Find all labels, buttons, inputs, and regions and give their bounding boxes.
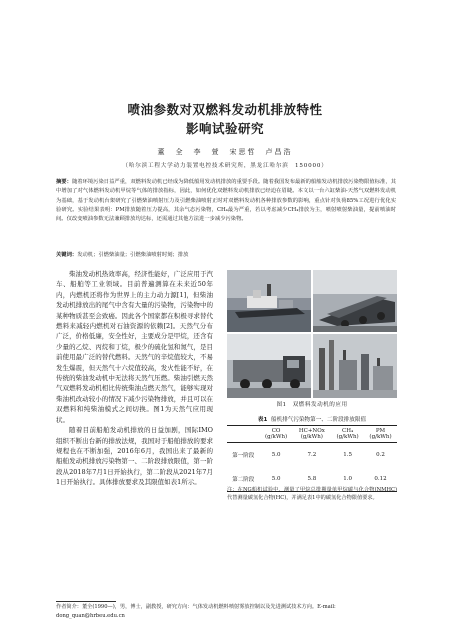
table-cell: 1.0	[331, 467, 364, 492]
keywords-text: 发动机；引燃柴油量；引燃柴油喷射时刻；排放	[77, 252, 189, 258]
table-cell: 5.0	[260, 467, 293, 492]
table-cell: 1.5	[343, 452, 352, 458]
ship-photo	[227, 270, 311, 332]
table-header-pm: PM	[364, 426, 397, 435]
power-plant-photo	[313, 334, 397, 398]
affiliation: （哈尔滨工程大学动力装置电控技术研究所，黑龙江哈尔滨 150000）	[122, 163, 328, 169]
table-cell: 7.2	[307, 452, 317, 458]
table-cell: 5.8	[293, 467, 332, 492]
authors: 董 全 李 萱 宋思哲 卢昌浩	[157, 148, 293, 156]
table-cell: 0.12	[364, 467, 397, 492]
emission-limits-table	[227, 425, 397, 492]
locomotive-photo	[313, 270, 397, 332]
table-unit-pm: (g/kWh)	[364, 434, 397, 443]
table-header-co: CO	[260, 426, 293, 435]
table-note: 注：在NG船机试验中，测量了甲烷总排期量单甲烷碳与化合物(NMHC)代替测量碳氢化合物(HC)，并满足表1中的碳氢化合物限值要求。	[227, 487, 397, 502]
table-header-hc-nox: HC+NOx	[293, 426, 332, 435]
abstract-label: 摘要：	[56, 179, 72, 185]
table-unit-co: (g/kWh)	[260, 434, 293, 443]
author-footnote: 作者简介：董全(1990—)，男，博士，副教授，研究方向：气体发动机燃料喷射雾放控制以及先进测试技术方向。E-mail: dong_quan@hrbeu.edu.cn	[56, 604, 336, 619]
table-header-ch4: CH₄	[331, 426, 364, 435]
abstract-text: 随着环境污染日益严重，双燃料发动机已经成为降低船用发动机排放的重要手段。随着我国发布最新的船舶发动机排放污染物限值标准，其中增加了对气体燃料发动机甲烷等气体的排放指标，因此，如何优化双燃料发动机排放已经迫在眉睫。本文以一台六缸柴油-天然气双燃料发动机为基础，基于发动机台架研究了引燃柴油喷射压力及引燃柴油喷射正时对双燃料发动机各种排放参数的影响，重点针对负荷85%工况进行优化实验研究。实验结果表明：PM排放随着压力提高，其余气态污染物，CH₄最为严重，若以考虑减少CH₄排放为主，喷射喷射柴油量，提前喷油时间。仅改变喷油参数无法兼顾排放均达标，还需通过其他方法进一步减少污染物。	[56, 179, 396, 223]
figure-1-photos	[227, 270, 397, 398]
abstract	[56, 178, 396, 224]
truck-photo	[227, 334, 311, 398]
paper-title-line-2: 影响试验研究	[185, 121, 264, 136]
table-cell: 5.0	[271, 452, 281, 458]
footnote-divider	[56, 601, 116, 602]
table-cell-stage: 第二阶段	[227, 467, 260, 492]
keywords-label: 关键词：	[56, 252, 78, 258]
table-unit-empty	[227, 434, 260, 443]
table-1-number: 表1	[257, 417, 268, 423]
table-cell-stage: 第一阶段	[232, 453, 255, 459]
keywords	[56, 251, 396, 260]
paper-title-line-1: 喷油参数对双燃料发动机排放特性	[127, 102, 323, 117]
figure-1-caption: 图1 双燃料发动机的应用	[276, 402, 348, 408]
table-1-title: 船机排气污染物第一、二阶段排放限值	[270, 417, 367, 423]
body-paragraph-2: 随着目前船舶发动机排放的日益加剧，国际IMO组织不断出台新的排放法规，我国对于船舶排放的要求规程也在不断加强，2016年6月，我国出来了最新的船舶发动机排放污染物第一、二阶段排放限值，第一阶段从2018年7月1日开始执行，第二阶段从2021年7月1日开始执行。具体排放要求及其限值如表1所示。	[56, 426, 213, 487]
table-1-caption	[227, 415, 397, 423]
table-row	[227, 443, 397, 468]
body-paragraph-1: 柴油发动机热效率高，经济性能好，广泛应用于汽车、船舶等工业领域。目前普遍测算在未来近50年内，内燃机还将作为世界上的主力动力源[1]，但柴油发动机排放出的尾气中含有大量的污染物，污染物中的某种物质甚至会致癌。因此各个国家都在积极寻求替代燃料来减轻内燃机对石油资源的依赖[2]。天然气分布广泛，价格低廉，安全性好，主要成分是甲烷，还含有少量的乙烷、丙烷和丁烷，极少的硫化氢和氮气，是目前使用最广泛的替代燃料。天然气的辛烷值较大，不易发生爆震，但天然气十六烷值较高，发火性能不好，在传统的柴油发动机中无法将天然气压燃。柴油引燃天然气双燃料发动机相比传统柴油点燃天然气，能够实现对柴油机改动较小的情况下减少污染物排放，并且可以在双燃料和纯柴油模式之间切换。图1为天然气应用现状。	[56, 270, 213, 424]
table-unit-ch4: (g/kWh)	[331, 434, 364, 443]
table-unit-hc-nox: (g/kWh)	[293, 434, 332, 443]
body-text-left-column	[56, 269, 213, 488]
table-cell: 0.2	[376, 452, 385, 458]
table-header-empty	[227, 426, 260, 435]
